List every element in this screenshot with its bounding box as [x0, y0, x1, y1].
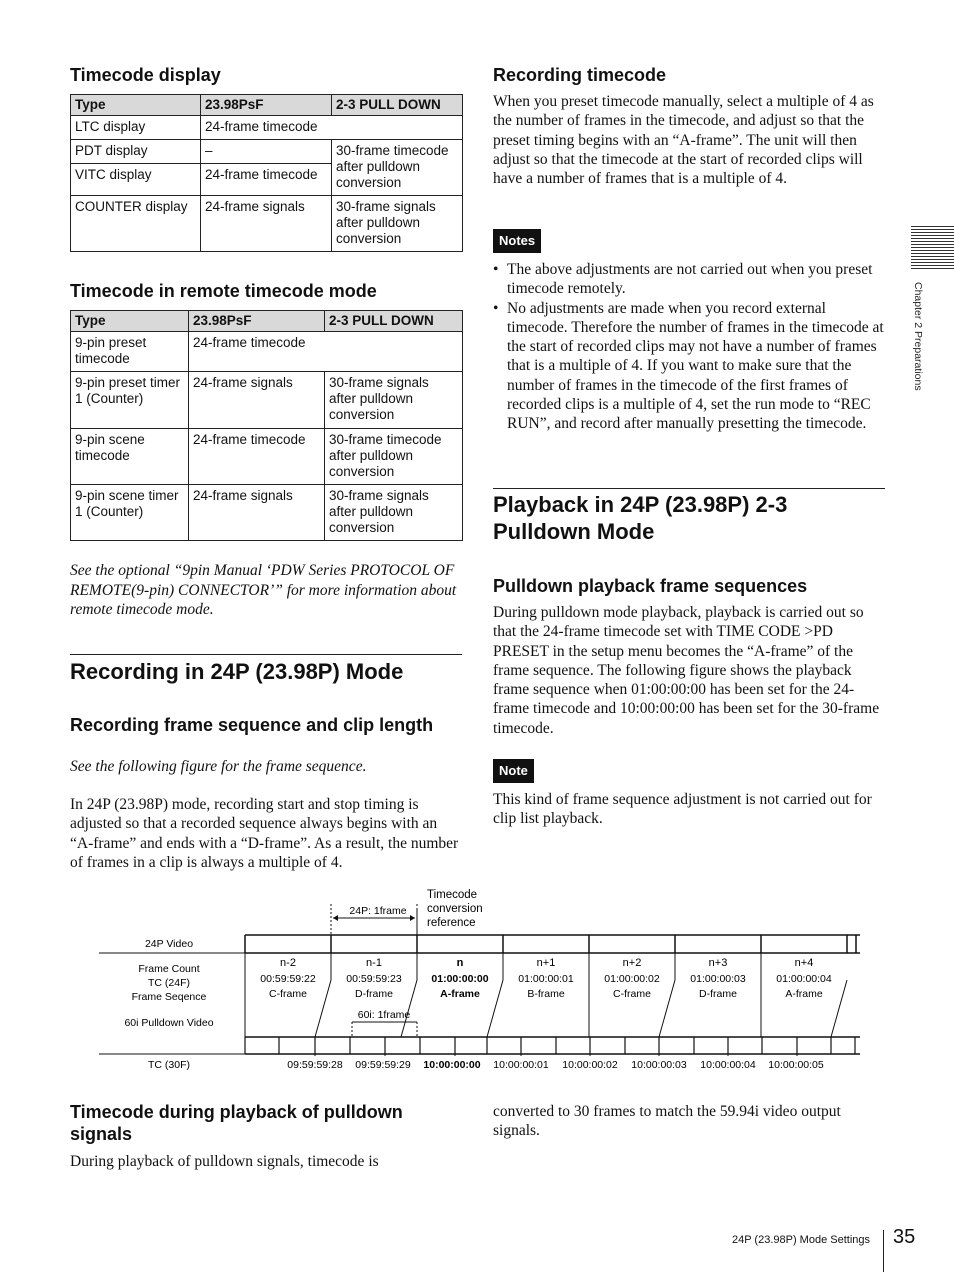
label-24p-video: 24P Video — [144, 938, 194, 950]
page-number: 35 — [893, 1226, 916, 1248]
table-cell: VITC display — [71, 164, 201, 196]
table-cell: 30-frame signals after pulldown conversion — [325, 485, 463, 541]
chapter-label-container — [910, 282, 924, 412]
note-paragraph: This kind of frame sequence adjustment is not carried out for clip list playback. — [493, 791, 872, 828]
tc30-label: 09:59:59:28 — [287, 1059, 343, 1071]
table-header: Type — [71, 95, 201, 116]
table-header: 2-3 PULL DOWN — [332, 95, 463, 116]
table-row — [71, 196, 463, 252]
see-figure-note: See the following figure for the frame sequence. — [70, 758, 367, 775]
frame-sequence-label: C-frame — [613, 988, 651, 1000]
table-cell: 24-frame signals — [189, 372, 325, 429]
frame-tc24-label: 01:00:00:03 — [690, 973, 746, 985]
table-header: 2-3 PULL DOWN — [325, 311, 463, 332]
table-row — [71, 116, 463, 140]
chapter-label: Chapter 2 Preparations — [912, 282, 924, 391]
table-cell: 24-frame timecode — [201, 116, 463, 140]
frame-count-label: n+3 — [708, 957, 728, 969]
table-cell: – — [201, 140, 332, 164]
playback-timecode-paragraph-left: During playback of pulldown signals, timecode is — [70, 1153, 379, 1170]
table-cell: 24-frame timecode — [201, 164, 332, 196]
recording-sequence-paragraph: In 24P (23.98P) mode, recording start and stop timing is adjusted so that a recorded sequence always begins with an “A-frame” and ends with a “D-frame”. As a result, the number of frames in a clip is always a multiple of 4. — [70, 796, 459, 871]
playback-timecode-paragraph-right: converted to 30 frames to match the 59.94i video output signals. — [493, 1103, 841, 1140]
table-cell: 24-frame signals — [189, 485, 325, 541]
table-cell: 24-frame timecode — [189, 332, 463, 372]
frame-sequence-label: C-frame — [269, 988, 307, 1000]
frame-sequence-figure — [0, 880, 954, 1080]
label-60i-pulldown: 60i Pulldown Video — [124, 1017, 214, 1029]
table-cell: 24-frame timecode — [189, 429, 325, 485]
tc30-label: 10:00:00:03 — [631, 1059, 687, 1071]
section-divider — [70, 654, 462, 655]
pulldown-connector — [487, 980, 503, 1037]
timecode-display-table — [70, 94, 463, 252]
table-header: Type — [71, 311, 189, 332]
frame-sequence-label: A-frame — [785, 988, 823, 1000]
list-item: • The above adjustments are not carried out when you preset timecode remotely. — [493, 260, 885, 299]
section-divider — [493, 488, 885, 489]
playback-section-title: Playback in 24P (23.98P) 2-3 Pulldown Mode — [493, 492, 788, 544]
table-cell: PDT display — [71, 140, 201, 164]
tc30-label: 10:00:00:05 — [768, 1059, 824, 1071]
pulldown-connector — [831, 980, 847, 1037]
pulldown-playback-paragraph: During pulldown mode playback, playback is carried out so that the 24-frame timecode set with TIME CODE >PD PRESET in the setup menu becomes the “A-frame” of the frame sequence. The following figure shows the playback frame sequence when 01:00:00:00 has been set for the 24-frame timecode and 10:00:00:00 has been set for the 30-frame timecode. — [493, 604, 880, 737]
frame-tc24-label: 01:00:00:00 — [431, 973, 489, 985]
table-row — [71, 429, 463, 485]
frame-tc24-label: 01:00:00:02 — [604, 973, 660, 985]
note-badge: Note — [493, 759, 534, 783]
see-optional-note: See the optional “9pin Manual ‘PDW Series PROTOCOL OF REMOTE(9-pin) CONNECTOR’” for more information about remote timecode mode. — [70, 562, 457, 619]
recording-frame-sequence-heading: Recording frame sequence and clip length — [70, 715, 434, 735]
label-tc24: TC (24F) — [148, 977, 190, 989]
table-cell: 30-frame timecode after pulldown conversion — [332, 140, 463, 196]
frame-count-label: n+1 — [536, 957, 556, 969]
table-cell: 9-pin scene timecode — [71, 429, 189, 485]
notes-badge: Notes — [493, 229, 541, 253]
label-frame-sequence: Frame Seqence — [131, 991, 207, 1003]
chapter-tab-stripes — [911, 226, 954, 270]
frame-count-label: n-2 — [280, 957, 296, 969]
table-cell: 30-frame signals after pulldown conversion — [332, 196, 463, 252]
table-cell: LTC display — [71, 116, 201, 140]
tc30-label: 10:00:00:01 — [493, 1059, 549, 1071]
annotation-reference-2: conversion — [427, 903, 483, 915]
label-tc30: TC (30F) — [148, 1059, 190, 1071]
tc30-label: 09:59:59:29 — [355, 1059, 411, 1071]
remote-timecode-table — [70, 310, 463, 541]
annotation-reference-3: reference — [427, 917, 476, 929]
table-header: 23.98PsF — [189, 311, 325, 332]
annotation-60i-frame: 60i: 1frame — [357, 1009, 411, 1021]
tc30-label: 10:00:00:00 — [423, 1059, 481, 1071]
frame-tc24-label: 01:00:00:04 — [776, 973, 832, 985]
table-cell: 24-frame signals — [201, 196, 332, 252]
table-cell: 30-frame timecode after pulldown conversion — [325, 429, 463, 485]
frame-count-label: n+2 — [622, 957, 642, 969]
playback-timecode-heading: Timecode during playback of pulldown signals — [70, 1102, 403, 1144]
label-frame-count: Frame Count — [138, 963, 200, 975]
frame-sequence-label: A-frame — [440, 988, 480, 1000]
remote-timecode-heading: Timecode in remote timecode mode — [70, 281, 377, 301]
tc30-label: 10:00:00:02 — [562, 1059, 618, 1071]
annotation-24p-frame: 24P: 1frame — [349, 905, 407, 917]
frame-tc24-label: 01:00:00:01 — [518, 973, 574, 985]
table-row — [71, 140, 463, 164]
table-row — [71, 372, 463, 429]
tc30-label: 10:00:00:04 — [700, 1059, 756, 1071]
table-cell: 9-pin preset timecode — [71, 332, 189, 372]
recording-section-title: Recording in 24P (23.98P) Mode — [70, 659, 404, 684]
pulldown-connector — [659, 980, 675, 1037]
table-header: 23.98PsF — [201, 95, 332, 116]
recording-timecode-paragraph: When you preset timecode manually, select a multiple of 4 as the number of frames in the timecode, and adjust so that the preset timing begins with an “A-frame”. The unit will then adjust so that the timecode at the start of recorded clips will have a number of frames that is a multiple of 4. — [493, 93, 874, 188]
table-cell: 9-pin scene timer 1 (Counter) — [71, 485, 189, 541]
list-item: • No adjustments are made when you record external timecode. Therefore the number of frames in the timecode at the start of recorded clips may not have a number of frames that is a multiple of 4. If you want to make sure that the number of frames in the timecode of the first frames of recorded clips is a multiple of 4, set the run mode to “REC RUN”, and record after manually presetting the timecode. — [493, 299, 885, 434]
pulldown-connector — [315, 980, 331, 1037]
frame-count-label: n — [456, 957, 464, 969]
recording-timecode-heading: Recording timecode — [493, 65, 667, 85]
frame-tc24-label: 00:59:59:23 — [346, 973, 402, 985]
table-cell: 30-frame signals after pulldown conversion — [325, 372, 463, 429]
frame-tc24-label: 00:59:59:22 — [260, 973, 316, 985]
table-cell: 9-pin preset timer 1 (Counter) — [71, 372, 189, 429]
frame-sequence-label: B-frame — [527, 988, 565, 1000]
pulldown-playback-heading: Pulldown playback frame sequences — [493, 576, 808, 596]
notes-list — [493, 260, 885, 434]
table-row — [71, 485, 463, 541]
footer-section-name: 24P (23.98P) Mode Settings — [732, 1234, 870, 1246]
table-cell: COUNTER display — [71, 196, 201, 252]
annotation-reference-1: Timecode — [427, 889, 478, 901]
table-row — [71, 332, 463, 372]
frame-count-label: n-1 — [366, 957, 382, 969]
frame-sequence-label: D-frame — [699, 988, 737, 1000]
timecode-display-heading: Timecode display — [70, 65, 221, 85]
footer-divider — [883, 1230, 884, 1272]
frame-sequence-label: D-frame — [355, 988, 393, 1000]
frame-count-label: n+4 — [794, 957, 814, 969]
